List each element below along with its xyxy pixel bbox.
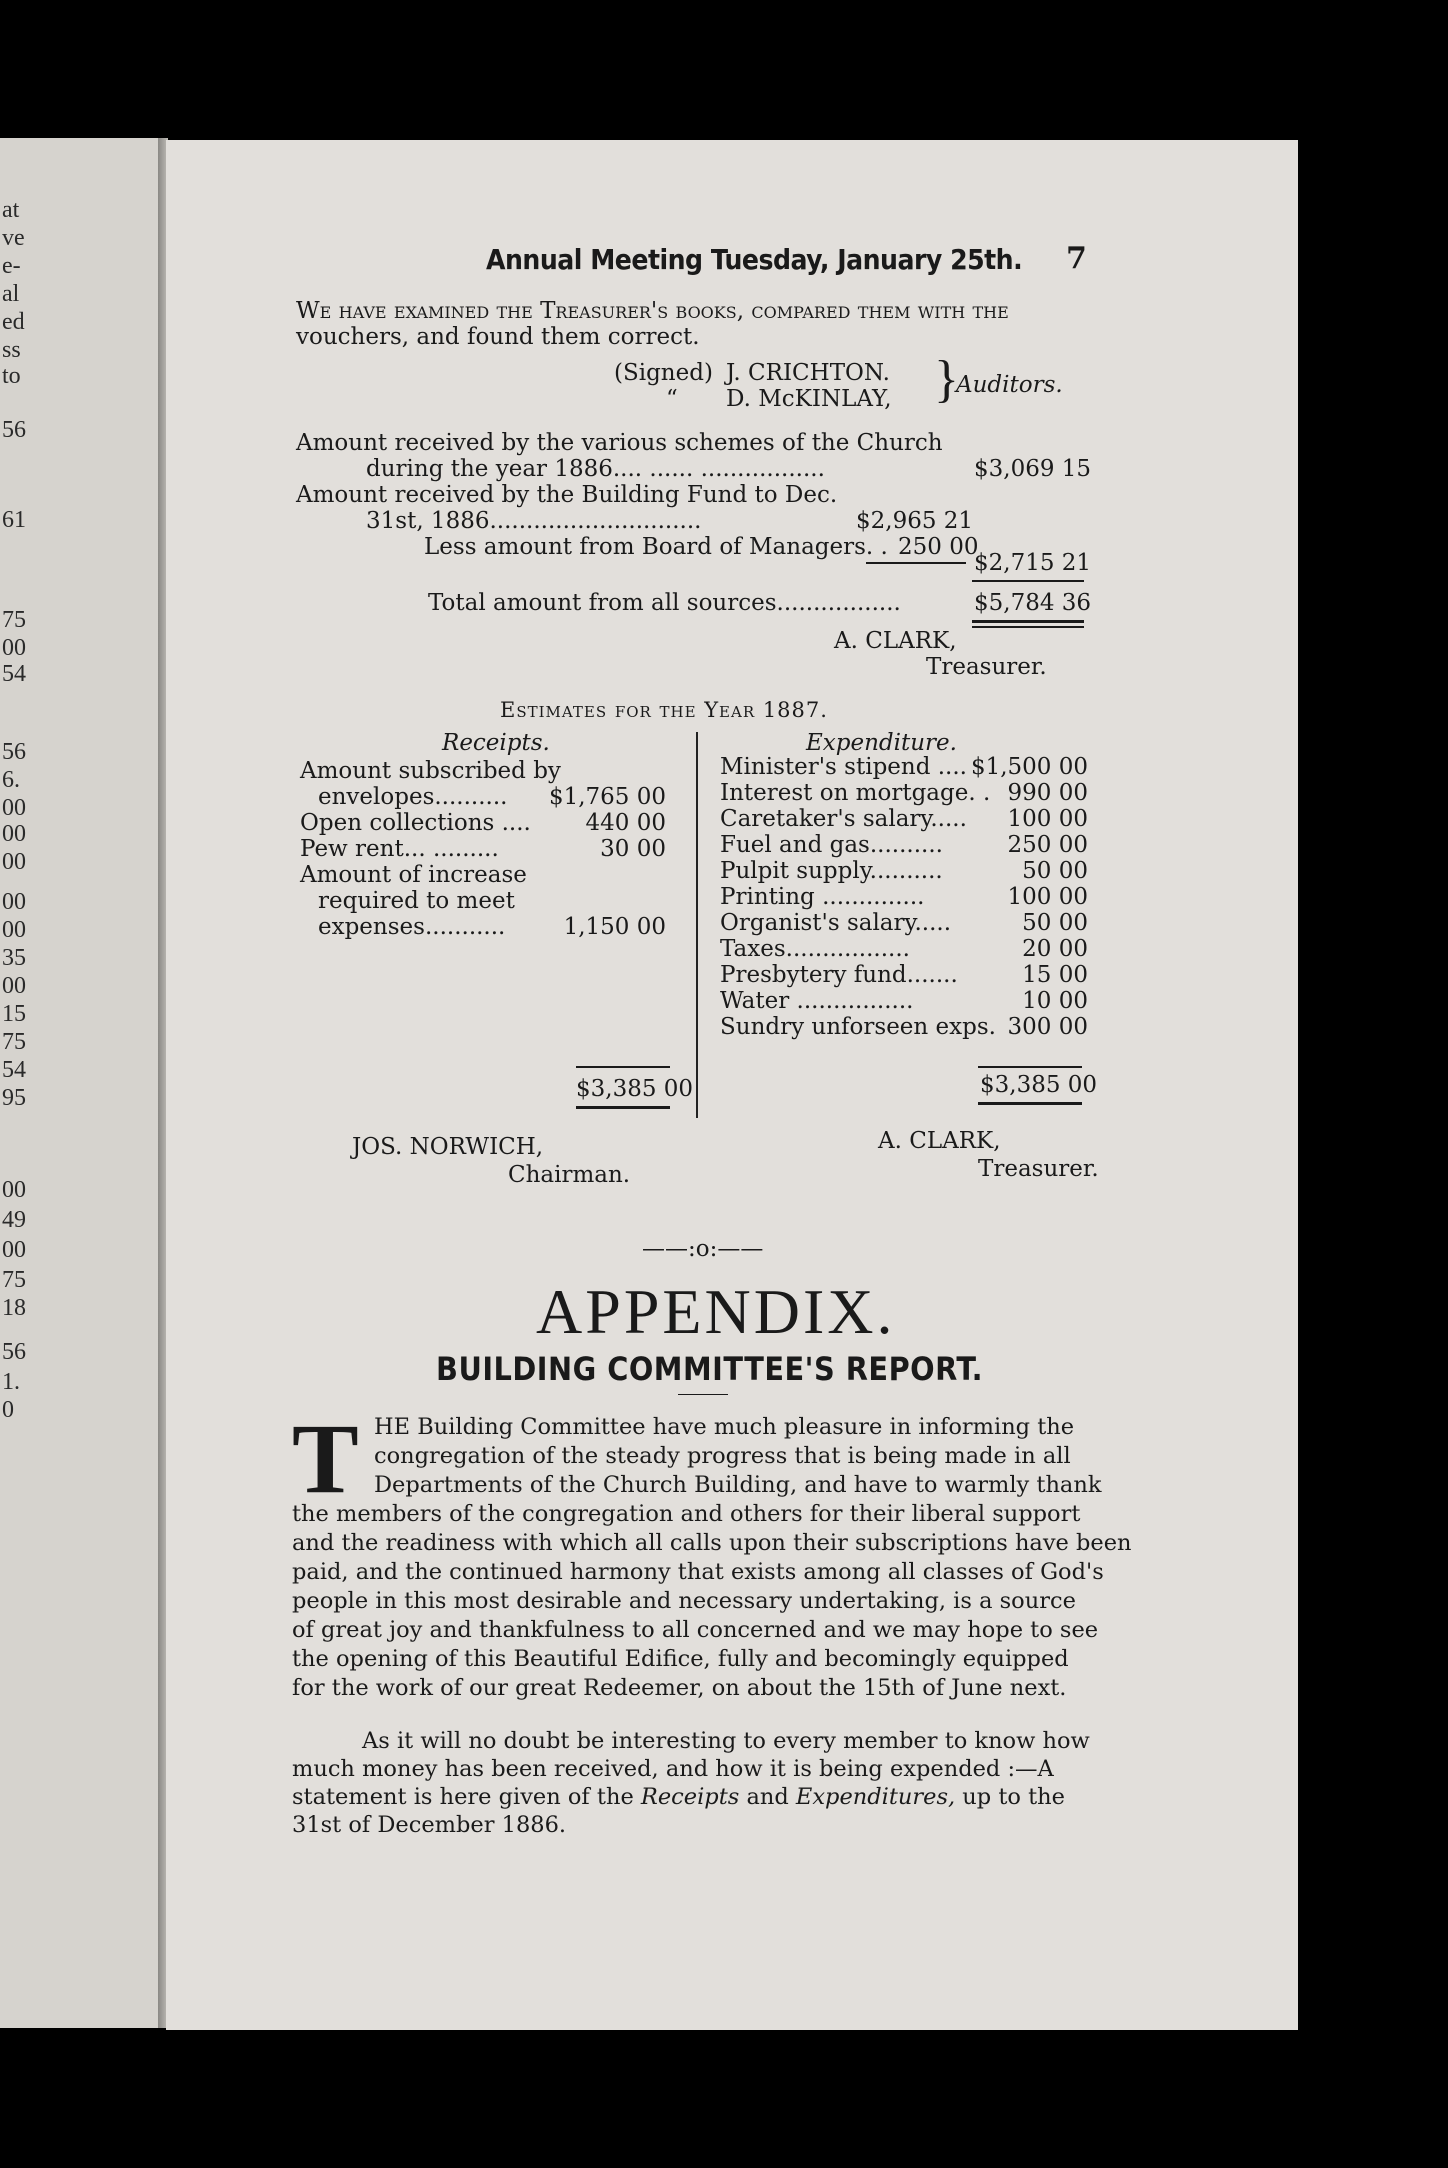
ditto-mark: “ <box>666 386 678 412</box>
schemes-amount: $3,069 15 <box>974 456 1092 482</box>
facing-page-fragment: 75 <box>2 607 26 633</box>
summary-treasurer-title: Treasurer. <box>926 654 1047 680</box>
facing-page-fragment: at <box>2 197 20 223</box>
expenditure-amount: 20 00 <box>1022 936 1088 962</box>
report-line: the members of the congregation and others for their liberal support <box>292 1501 1081 1527</box>
expenditure-amount: $1,500 00 <box>970 754 1088 780</box>
expenditure-total: $3,385 00 <box>980 1072 1098 1098</box>
facing-page-fragment: 95 <box>2 1085 26 1111</box>
expenditure-label: Printing .............. <box>720 884 925 910</box>
facing-page-fragment: 15 <box>2 1001 26 1027</box>
expenditure-amount: 10 00 <box>1022 988 1088 1014</box>
audit-text: We have examined the Treasurer's books, compared them with the <box>296 298 1009 324</box>
facing-page-fragment: 00 <box>2 889 26 915</box>
summary-treasurer-name: A. CLARK, <box>834 628 957 654</box>
building-committee-report-title: BUILDING COMMITTEE'S REPORT. <box>436 1350 984 1388</box>
facing-page-fragment: 56 <box>2 1339 26 1365</box>
receipt-label: expenses........... <box>318 914 506 940</box>
facing-page-fragment: 54 <box>2 1057 26 1083</box>
para2-expenditures: Expenditures, <box>795 1784 956 1810</box>
report-line: for the work of our great Redeemer, on about the 15th of June next. <box>292 1675 1067 1701</box>
expenditure-label: Organist's salary..... <box>720 910 952 936</box>
auditor-crichton: J. CRICHTON. <box>726 360 890 386</box>
facing-page-fragment: 18 <box>2 1295 26 1321</box>
facing-page-fragment: 00 <box>2 849 26 875</box>
expenditure-label: Fuel and gas.......... <box>720 832 943 858</box>
para2-and: and <box>739 1784 796 1810</box>
facing-page-fragment: 00 <box>2 821 26 847</box>
facing-page-fragment: 00 <box>2 1177 26 1203</box>
facing-page-fragment: 00 <box>2 973 26 999</box>
expenditure-label: Water ................ <box>720 988 914 1014</box>
facing-page-fragment: ve <box>2 225 25 251</box>
total-double-rule-2 <box>972 626 1084 628</box>
schemes-line1: Amount received by the various schemes of the Church <box>296 430 943 456</box>
total-double-rule-1 <box>972 620 1084 623</box>
building-amount: $2,965 21 <box>856 508 974 534</box>
total-label: Total amount from all sources................. <box>428 590 901 616</box>
expenditure-amount: 100 00 <box>1007 806 1088 832</box>
receipts-total: $3,385 00 <box>576 1076 694 1102</box>
title-rule <box>678 1394 728 1395</box>
expenditure-amount: 100 00 <box>1007 884 1088 910</box>
para2-receipts: Receipts <box>640 1784 740 1810</box>
report-line: the opening of this Beautiful Edifice, fully and becomingly equipped <box>292 1646 1069 1672</box>
report-line: of great joy and thankfulness to all concerned and we may hope to see <box>292 1617 1099 1643</box>
facing-page-fragment: 56 <box>2 417 26 443</box>
expenditure-label: Interest on mortgage. . <box>720 780 991 806</box>
report-line: and the readiness with which all calls upon their subscriptions have been <box>292 1530 1132 1556</box>
facing-page-edge <box>0 138 162 2028</box>
less-amount: 250 00 <box>898 534 979 560</box>
para2-line1: As it will no doubt be interesting to every member to know how <box>362 1728 1090 1754</box>
expenditure-amount: 50 00 <box>1022 910 1088 936</box>
facing-page-fragment: 6. <box>2 767 20 793</box>
expenditure-label: Caretaker's salary..... <box>720 806 967 832</box>
page-number: 7 <box>1066 241 1087 276</box>
net-amount: $2,715 21 <box>974 550 1092 576</box>
para2-line3-start: statement is here given of the <box>292 1784 641 1810</box>
audit-statement-line2: vouchers, and found them correct. <box>296 324 700 350</box>
subtract-rule <box>866 562 966 564</box>
receipt-label: envelopes.......... <box>318 784 508 810</box>
receipt-amount: 1,150 00 <box>563 914 666 940</box>
facing-page-fragment: 54 <box>2 661 26 687</box>
expenditure-amount: 250 00 <box>1007 832 1088 858</box>
expenditure-amount: 50 00 <box>1022 858 1088 884</box>
receipt-amount: $1,765 00 <box>548 784 666 810</box>
column-divider <box>696 732 698 1118</box>
expenditure-label: Presbytery fund....... <box>720 962 958 988</box>
expenditure-heading: Expenditure. <box>806 730 957 756</box>
receipt-label: required to meet <box>318 888 515 914</box>
drop-cap: T <box>292 1403 359 1514</box>
expenditure-label: Minister's stipend .... <box>720 754 967 780</box>
facing-page-fragment: al <box>2 281 20 307</box>
facing-page-fragment: e- <box>2 253 21 279</box>
expenditure-amount: 15 00 <box>1022 962 1088 988</box>
schemes-line2: during the year 1886.... ...... ................. <box>366 456 825 482</box>
audit-statement-line1 <box>296 300 1009 323</box>
receipt-amount: 440 00 <box>585 810 666 836</box>
facing-page-fragment: to <box>2 363 21 389</box>
document-page <box>166 140 1298 2030</box>
total-amount: $5,784 36 <box>974 590 1092 616</box>
receipt-label: Amount of increase <box>300 862 527 888</box>
para2-line3-end: up to the <box>955 1784 1065 1810</box>
less-label: Less amount from Board of Managers. . <box>424 534 888 560</box>
auditor-mckinlay: D. McKINLAY, <box>726 386 892 412</box>
expenditure-label: Sundry unforseen exps. <box>720 1014 996 1040</box>
facing-page-fragment: 00 <box>2 635 26 661</box>
receipt-label: Open collections .... <box>300 810 531 836</box>
facing-page-fragment: ss <box>2 337 21 363</box>
building-line1: Amount received by the Building Fund to Dec. <box>296 482 838 508</box>
receipts-heading: Receipts. <box>442 730 550 756</box>
report-line: people in this most desirable and necessary undertaking, is a source <box>292 1588 1076 1614</box>
section-separator: ——:o:—— <box>642 1236 764 1262</box>
expenditure-label: Pulpit supply.......... <box>720 858 943 884</box>
report-line: paid, and the continued harmony that exists among all classes of God's <box>292 1559 1104 1585</box>
expenditure-label: Taxes................. <box>720 936 910 962</box>
net-rule <box>972 580 1084 582</box>
report-line: congregation of the steady progress that is being made in all <box>374 1443 1071 1469</box>
para2-line3 <box>292 1786 1065 1809</box>
para2-line2: much money has been received, and how it is being expended :—A <box>292 1756 1054 1782</box>
estimates-treasurer-name: A. CLARK, <box>878 1128 1001 1154</box>
facing-page-fragment: 0 <box>2 1397 14 1423</box>
receipt-label: Amount subscribed by <box>300 758 561 784</box>
facing-page-fragment: 49 <box>2 1207 26 1233</box>
facing-page-fragment: 00 <box>2 795 26 821</box>
facing-page-fragment: 75 <box>2 1029 26 1055</box>
appendix-title: APPENDIX. <box>536 1276 896 1347</box>
expenditure-total-rule <box>978 1066 1082 1068</box>
facing-page-fragment: 56 <box>2 739 26 765</box>
signed-label: (Signed) <box>614 360 713 386</box>
expenditure-total-underline <box>978 1102 1082 1105</box>
report-line: Departments of the Church Building, and have to warmly thank <box>374 1472 1102 1498</box>
estimates-treasurer-title: Treasurer. <box>978 1156 1099 1182</box>
building-line2: 31st, 1886............................. <box>366 508 702 534</box>
receipt-label: Pew rent... ......... <box>300 836 499 862</box>
chairman-name: JOS. NORWICH, <box>352 1134 544 1160</box>
chairman-title: Chairman. <box>508 1162 631 1188</box>
receipts-total-rule <box>576 1066 670 1068</box>
receipt-amount: 30 00 <box>600 836 666 862</box>
estimates-title: Estimates for the Year 1887. <box>500 698 828 722</box>
facing-page-fragment: 1. <box>2 1369 20 1395</box>
facing-page-fragment: 00 <box>2 917 26 943</box>
expenditure-amount: 300 00 <box>1007 1014 1088 1040</box>
facing-page-fragment: 61 <box>2 507 26 533</box>
facing-page-fragment: 00 <box>2 1237 26 1263</box>
running-header: Annual Meeting Tuesday, January 25th. <box>486 243 1023 276</box>
para2-line4: 31st of December 1886. <box>292 1812 567 1838</box>
auditors-label: Auditors. <box>956 372 1063 398</box>
report-line: HE Building Committee have much pleasure in informing the <box>374 1414 1075 1440</box>
expenditure-amount: 990 00 <box>1007 780 1088 806</box>
facing-page-fragment: 35 <box>2 945 26 971</box>
receipts-total-underline <box>576 1106 670 1109</box>
facing-page-fragment: 75 <box>2 1267 26 1293</box>
brace: } <box>934 351 959 408</box>
facing-page-fragment: ed <box>2 309 25 335</box>
